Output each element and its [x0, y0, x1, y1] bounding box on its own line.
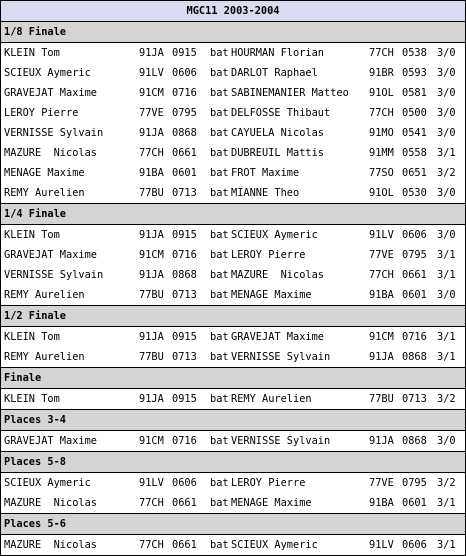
player-1-club: 91LV: [139, 477, 164, 489]
player-2-club: 91BA: [369, 289, 394, 301]
match-score: 3/1: [437, 497, 456, 509]
player-1-club: 77BU: [139, 289, 164, 301]
match-score: 3/0: [437, 229, 456, 241]
player-2-number: 0868: [402, 435, 427, 447]
beat-label: bat: [210, 107, 229, 119]
section-header: 1/8 Finale: [1, 22, 465, 43]
player-1-number: 0868: [172, 127, 197, 139]
player-1-club: 77BU: [139, 187, 164, 199]
player-1-number: 0713: [172, 351, 197, 363]
match-row: [1, 431, 465, 452]
section-header: Finale: [1, 368, 465, 389]
match-score: 3/1: [437, 269, 456, 281]
beat-label: bat: [210, 269, 229, 281]
player-1-number: 0716: [172, 249, 197, 261]
player-1-number: 0915: [172, 393, 197, 405]
player-2-name: FROT Maxime: [231, 167, 300, 179]
player-2-name: SABINEMANIER Matteo: [231, 87, 349, 99]
player-1-club: 77CH: [139, 147, 164, 159]
player-1-name: KLEIN Tom: [4, 393, 60, 405]
player-2-name: MENAGE Maxime: [231, 497, 312, 509]
sections-container: [1, 22, 465, 555]
section-header: Places 5-6: [1, 514, 465, 535]
beat-label: bat: [210, 351, 229, 363]
player-1-name: KLEIN Tom: [4, 331, 60, 343]
player-1-number: 0915: [172, 229, 197, 241]
match-row: [1, 245, 465, 265]
player-2-club: 91BA: [369, 497, 394, 509]
player-2-name: HOURMAN Florian: [231, 47, 324, 59]
match-row: [1, 163, 465, 183]
beat-label: bat: [210, 147, 229, 159]
player-1-club: 77VE: [139, 107, 164, 119]
beat-label: bat: [210, 435, 229, 447]
player-2-club: 77CH: [369, 107, 394, 119]
player-2-name: DUBREUIL Mattis: [231, 147, 324, 159]
beat-label: bat: [210, 187, 229, 199]
section-header: Places 3-4: [1, 410, 465, 431]
player-1-club: 91BA: [139, 167, 164, 179]
player-2-number: 0601: [402, 497, 427, 509]
beat-label: bat: [210, 67, 229, 79]
player-1-name: GRAVEJAT Maxime: [4, 249, 97, 261]
section-header: Places 5-8: [1, 452, 465, 473]
player-2-number: 0538: [402, 47, 427, 59]
player-1-club: 91JA: [139, 269, 164, 281]
player-1-club: 91JA: [139, 47, 164, 59]
player-1-name: REMY Aurelien: [4, 351, 85, 363]
player-1-number: 0915: [172, 47, 197, 59]
player-2-club: 77VE: [369, 477, 394, 489]
player-1-name: KLEIN Tom: [4, 47, 60, 59]
player-1-club: 91CM: [139, 435, 164, 447]
match-row: [1, 83, 465, 103]
player-2-number: 0661: [402, 269, 427, 281]
player-2-club: 91MO: [369, 127, 394, 139]
player-1-number: 0661: [172, 497, 197, 509]
player-2-club: 91LV: [369, 229, 394, 241]
player-1-number: 0661: [172, 147, 197, 159]
match-row: [1, 103, 465, 123]
player-1-number: 0713: [172, 187, 197, 199]
player-1-name: VERNISSE Sylvain: [4, 269, 104, 281]
beat-label: bat: [210, 167, 229, 179]
player-2-club: 77BU: [369, 393, 394, 405]
player-2-number: 0606: [402, 229, 427, 241]
match-score: 3/1: [437, 147, 456, 159]
match-row: [1, 225, 465, 245]
match-score: 3/2: [437, 167, 456, 179]
match-score: 3/1: [437, 539, 456, 551]
player-2-number: 0795: [402, 477, 427, 489]
page-title: MGC11 2003-2004: [1, 1, 465, 22]
player-2-number: 0541: [402, 127, 427, 139]
player-1-name: MAZURE Nicolas: [4, 539, 97, 551]
player-2-club: 91CM: [369, 331, 394, 343]
match-row: [1, 63, 465, 83]
player-1-name: REMY Aurelien: [4, 289, 85, 301]
player-2-name: DELFOSSE Thibaut: [231, 107, 331, 119]
beat-label: bat: [210, 47, 229, 59]
player-1-number: 0716: [172, 435, 197, 447]
match-row: [1, 285, 465, 306]
player-2-name: GRAVEJAT Maxime: [231, 331, 324, 343]
player-1-number: 0601: [172, 167, 197, 179]
section-header: 1/4 Finale: [1, 204, 465, 225]
match-score: 3/2: [437, 477, 456, 489]
player-1-name: KLEIN Tom: [4, 229, 60, 241]
player-1-name: MAZURE Nicolas: [4, 147, 97, 159]
player-2-name: MENAGE Maxime: [231, 289, 312, 301]
player-2-number: 0581: [402, 87, 427, 99]
match-row: [1, 143, 465, 163]
beat-label: bat: [210, 331, 229, 343]
player-1-club: 91JA: [139, 229, 164, 241]
beat-label: bat: [210, 497, 229, 509]
player-1-number: 0661: [172, 539, 197, 551]
section-header: 1/2 Finale: [1, 306, 465, 327]
match-row: [1, 535, 465, 555]
player-1-club: 91CM: [139, 249, 164, 261]
player-1-club: 77BU: [139, 351, 164, 363]
player-2-name: MIANNE Theo: [231, 187, 300, 199]
player-2-club: 77CH: [369, 47, 394, 59]
player-2-club: 77CH: [369, 269, 394, 281]
beat-label: bat: [210, 393, 229, 405]
match-score: 3/1: [437, 351, 456, 363]
player-2-number: 0713: [402, 393, 427, 405]
player-2-number: 0651: [402, 167, 427, 179]
player-1-name: MENAGE Maxime: [4, 167, 85, 179]
player-1-name: GRAVEJAT Maxime: [4, 435, 97, 447]
player-2-name: CAYUELA Nicolas: [231, 127, 324, 139]
match-score: 3/2: [437, 393, 456, 405]
player-1-name: LEROY Pierre: [4, 107, 79, 119]
player-1-number: 0716: [172, 87, 197, 99]
player-1-number: 0915: [172, 331, 197, 343]
player-1-number: 0713: [172, 289, 197, 301]
match-score: 3/1: [437, 249, 456, 261]
match-score: 3/0: [437, 87, 456, 99]
match-score: 3/0: [437, 127, 456, 139]
player-1-name: VERNISSE Sylvain: [4, 127, 104, 139]
match-score: 3/0: [437, 67, 456, 79]
match-score: 3/0: [437, 289, 456, 301]
player-1-club: 77CH: [139, 539, 164, 551]
player-2-number: 0593: [402, 67, 427, 79]
player-1-name: REMY Aurelien: [4, 187, 85, 199]
match-row: [1, 473, 465, 493]
beat-label: bat: [210, 289, 229, 301]
player-2-number: 0601: [402, 289, 427, 301]
match-row: [1, 265, 465, 285]
player-2-name: SCIEUX Aymeric: [231, 539, 318, 551]
player-2-club: 91MM: [369, 147, 394, 159]
beat-label: bat: [210, 539, 229, 551]
beat-label: bat: [210, 127, 229, 139]
player-2-club: 91LV: [369, 539, 394, 551]
player-2-name: SCIEUX Aymeric: [231, 229, 318, 241]
match-row: [1, 183, 465, 204]
player-1-club: 77CH: [139, 497, 164, 509]
beat-label: bat: [210, 249, 229, 261]
player-2-club: 91JA: [369, 351, 394, 363]
beat-label: bat: [210, 477, 229, 489]
player-2-club: 91BR: [369, 67, 394, 79]
player-2-number: 0530: [402, 187, 427, 199]
player-2-number: 0500: [402, 107, 427, 119]
beat-label: bat: [210, 229, 229, 241]
player-1-number: 0606: [172, 67, 197, 79]
player-1-number: 0606: [172, 477, 197, 489]
player-1-club: 91JA: [139, 331, 164, 343]
match-row: [1, 43, 465, 63]
player-2-club: 91JA: [369, 435, 394, 447]
match-row: [1, 493, 465, 514]
player-1-name: MAZURE Nicolas: [4, 497, 97, 509]
match-score: 3/0: [437, 435, 456, 447]
match-row: [1, 327, 465, 347]
player-2-name: VERNISSE Sylvain: [231, 435, 331, 447]
player-1-club: 91LV: [139, 67, 164, 79]
beat-label: bat: [210, 87, 229, 99]
match-row: [1, 347, 465, 368]
player-1-number: 0795: [172, 107, 197, 119]
player-2-name: MAZURE Nicolas: [231, 269, 324, 281]
player-2-club: 91OL: [369, 87, 394, 99]
player-2-number: 0558: [402, 147, 427, 159]
match-row: [1, 123, 465, 143]
match-score: 3/1: [437, 331, 456, 343]
player-2-number: 0606: [402, 539, 427, 551]
match-score: 3/0: [437, 47, 456, 59]
player-1-name: SCIEUX Aymeric: [4, 477, 91, 489]
player-1-name: GRAVEJAT Maxime: [4, 87, 97, 99]
player-1-club: 91JA: [139, 127, 164, 139]
player-2-name: DARLOT Raphael: [231, 67, 318, 79]
player-2-name: LEROY Pierre: [231, 477, 306, 489]
player-1-club: 91CM: [139, 87, 164, 99]
player-2-name: VERNISSE Sylvain: [231, 351, 331, 363]
player-2-club: 91OL: [369, 187, 394, 199]
player-2-club: 77VE: [369, 249, 394, 261]
player-2-number: 0795: [402, 249, 427, 261]
match-score: 3/0: [437, 187, 456, 199]
player-1-number: 0868: [172, 269, 197, 281]
player-2-number: 0716: [402, 331, 427, 343]
match-score: 3/0: [437, 107, 456, 119]
player-2-club: 77SO: [369, 167, 394, 179]
player-2-name: REMY Aurelien: [231, 393, 312, 405]
player-1-name: SCIEUX Aymeric: [4, 67, 91, 79]
player-2-number: 0868: [402, 351, 427, 363]
player-2-name: LEROY Pierre: [231, 249, 306, 261]
player-1-club: 91JA: [139, 393, 164, 405]
match-row: [1, 389, 465, 410]
